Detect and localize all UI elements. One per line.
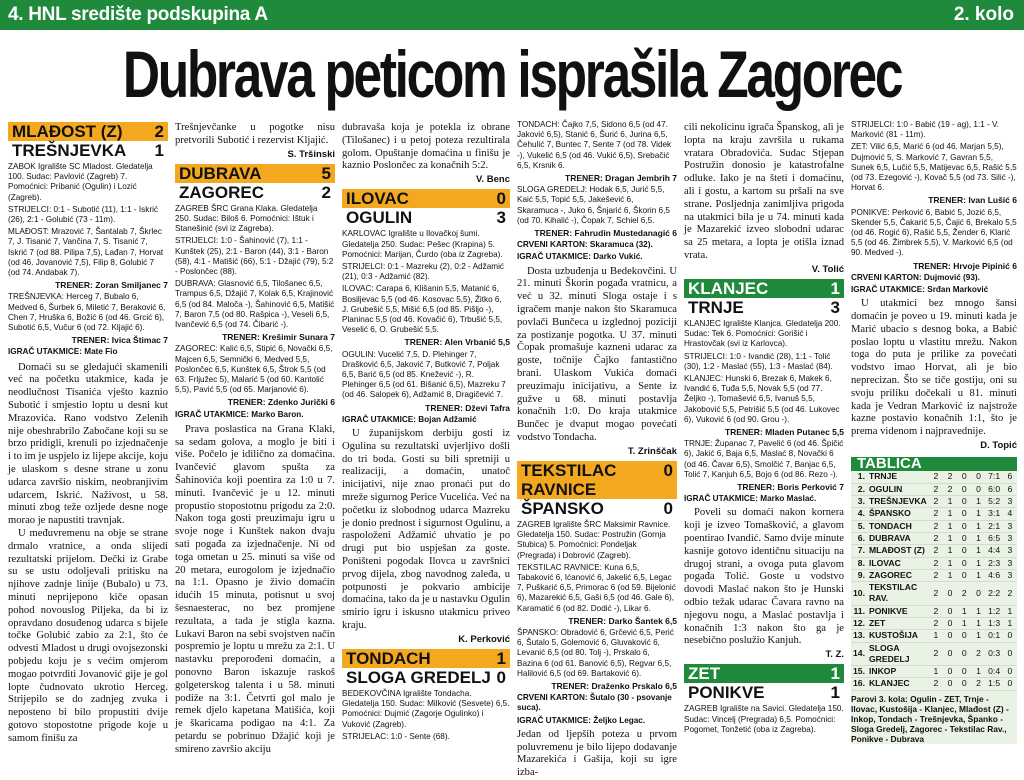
cell-d: 0 [957, 508, 971, 520]
cell-pos: 13. [851, 630, 867, 642]
cell-pts: 3 [1003, 532, 1017, 544]
player-of-match: IGRAČ UTAKMICE: Bojan Adžamić [342, 414, 477, 424]
away-team: OGULIN [346, 208, 413, 228]
home-score: 0 [663, 461, 673, 480]
cell-g: 1:2 [986, 605, 1003, 617]
cell-pos: 11. [851, 605, 867, 617]
cell-team: TREŠNJEVKA [868, 496, 927, 507]
cell-d: 0 [957, 545, 971, 557]
cell-w: 1 [943, 545, 957, 557]
report-paragraph: Dosta uzbuđenja u Bedekovčini. U 21. minuti Škorin pogađa vratnicu, a već u 32. minuti Sloga ostaje i s igračem manje nakon što Skaramuca povlači Bunčeca u izglednoj poziciji za postizanje pogotka. U 37. minuti Čopak promašuje kazneni udarac za goste, točnije Čajko fantastično brani. Ulaskom Vukića domaći preuzimaju inicijativu, a Sente iz gužve u 68. minuti postavlja konačnih 1:0. Do kraja utakmice Bunčec je dvaput mogao povećati vodstvo Tondacha. [517, 265, 677, 443]
cell-pts: 0 [1003, 678, 1017, 690]
cell-team: MLAĐOST (Z) [867, 545, 929, 557]
cell-pts: 0 [1003, 630, 1017, 642]
home-coach: TRENER: Mladen Putanec 5,5 [724, 427, 844, 437]
home-row [8, 122, 168, 141]
home-team: MLAĐOST (Z) [12, 122, 123, 141]
away-lineup: ZAGOREC: Kalić 6,5, Stipić 6, Novački 6,5, Majcen 6,5, Semnički 6, Medved 5,5, Poslončec 6,5, Kunštek 6,5, Štrok 5,5 (od 63. Frljužec 5), Malarić 5 (od 60. Kantolić 5,5), Pavić 5,5 (od 65. Marjanović 6). [175, 344, 333, 395]
author-signature: T. Zrinščak [627, 445, 677, 457]
match-venue: ZAGREB ŠRC Grana Klaka. Gledatelja 250. Sudac: Biloš 6. Pomoćnici: Ištuk i Stanešinić (svi iz Zagreba). [175, 203, 318, 234]
table-row [851, 508, 1017, 520]
cell-team: OGULIN [867, 483, 929, 495]
match-venue: ZABOK Igralište SC Mladost. Gledatelja 100. Sudac: Pavlović (Zagreb) 7. Pomoćnici: Pribanić (Ogulin) i Lozić (Zagreb). [8, 162, 153, 202]
home-lineup: ZET: Vilić 6,5, Marić 6 (od 46. Marjan 5,5), Dujmović 5, S. Marković 7, Gavran 5,5, Sunek 6,5, Lučić 5,5, Matijevac 6,5, Rašić 5,5 (od 73. Ezegović -), Kovač 5,5 (od 73. Silić -), Horvat 6. [851, 142, 1017, 193]
home-row [517, 461, 677, 499]
match-report [175, 424, 335, 757]
away-team: ZAGOREC [179, 182, 264, 202]
cell-l: 1 [971, 605, 985, 617]
cell-l: 2 [971, 642, 985, 666]
home-coach: TRENER: Dragan Jembrih 7 [565, 173, 677, 184]
table-row [851, 520, 1017, 532]
report-continuation: dubravaša koja je potekla iz obrane (Tilošanec) i u petoj poteza rezultirala golom. Opuštanje domaćina u finišu je kaznio Poslončec za konačnih 5:2. [342, 122, 510, 172]
cell-w: 0 [943, 630, 957, 642]
cell-team: SLOGA GREDELJ [867, 642, 929, 666]
player-of-match: IGRAČ UTAKMICE: Mate Fio [8, 347, 118, 357]
cell-p: 2 [929, 642, 943, 666]
cell-l: 0 [971, 582, 985, 606]
cell-p: 2 [929, 483, 943, 495]
cell-d: 0 [957, 569, 971, 581]
column-6 [851, 118, 1017, 744]
cell-l: 1 [971, 545, 985, 557]
match-venue: KLANJEC Igralište Klanjca. Gledatelja 200. Sudac: Tek 6. Pomoćnici: Gorišić i Hrastovčak (svi iz Karlovca). [684, 318, 841, 349]
away-score: 3 [830, 297, 840, 317]
red-card: CRVENI KARTON: Dujmović (93). [851, 272, 980, 282]
cell-pos: 16. [851, 678, 867, 690]
away-coach: TRENER: Fahrudin Mustedanagić 6 [534, 228, 677, 239]
home-score: 1 [830, 278, 840, 298]
home-row [684, 279, 844, 298]
cell-team: TONDACH [867, 520, 929, 532]
away-score: 0 [663, 499, 673, 518]
player-of-match: IGRAČ UTAKMICE: Željko Legac. [517, 715, 646, 725]
match-scorers: STRIJELCI: 0:1 - Mazreku (2), 0:2 - Adžamić (21), 0:3 - Adžamić (82). [342, 262, 504, 282]
table-row [851, 630, 1017, 642]
cell-l: 1 [971, 617, 985, 629]
report-paragraph: U međuvremenu na obje se strane drmalo vratnice, a onda slijedi rezultatski prijelom. Dečki iz Grabe su se ustu odoljevali pritisku na njihove zadnje linije (Bubalo) u 73. minuti neprijepono kiče opasan pohod novouslog Piljeka, da bi iz opravdano dosuđenog udarca s bijele točke Golubić zabio za 2:1, što će odvesti Mladost u drugi ovojsezonski pobjedu koju je s većim omjerom mogao potvrditi Jovanović gije je gol lopte čudnovato ukrotio Herceg. Strijepilo se do zadnjeg zvuka i neposteno bi bilo propustiti dvije gotovo stopostotne prigode koje u samom finišu za [8, 528, 168, 744]
column-3 [342, 118, 511, 741]
cell-w: 1 [943, 496, 957, 508]
player-of-match: IGRAČ UTAKMICE: Srđan Marković [851, 285, 989, 295]
table-row [851, 569, 1017, 581]
home-team: DUBRAVA [179, 163, 262, 183]
cell-p: 1 [929, 666, 943, 678]
cell-pts: 1 [1003, 617, 1017, 629]
report-paragraph: U županijskom derbiju gosti iz Ogulina su rezultatski uvjerljivo došli do tri boda. Gosti su bili spretniji u realizaciji, a domaćin, unatoč inicijativi, nije znao pronaći put do mreže sigurnog Perice Vucelića. Već na početku iz slobodnog udarca Mazreku je donio prednost i sigurnost Ogulinu, a raspoloženi Adžamić uhvatio je po drugi put bio uspješan za goste. Poništeni pogodak Ilovca u završnici prvog dijela, zbog navodnog zaleđa, u potpunosti je pokvario ambicije domaćina, tako da je u nastavku Ogulin smirio igru i iskusno utakmicu priveo kraju. [342, 428, 511, 631]
match-scorers: STRIJELCI: 1:0 - Ivandić (28), 1:1 - Tolić (30), 1:2 - Maslać (55), 1:3 - Maslać (84). [684, 351, 833, 371]
cell-p: 2 [929, 508, 943, 520]
cell-l: 1 [971, 520, 985, 532]
player-of-match: IGRAČ UTAKMICE: Marko Maslać. [684, 494, 817, 504]
cell-pts: 0 [1003, 642, 1017, 666]
column-5 [684, 118, 844, 734]
cell-team: TEKSTILAC RAV. [867, 582, 929, 606]
cell-d: 0 [957, 630, 971, 642]
cell-pts: 6 [1003, 471, 1017, 483]
cell-d: 0 [957, 483, 971, 495]
cell-w: 2 [943, 471, 957, 483]
away-coach: TRENER: Draženko Prskalo 6,5 [551, 681, 677, 692]
away-lineup: PONIKVE: Perković 6, Babić 5, Jozić 6,5, Skender 5,5, Čakarić 5,5, Čajić 6, Brekalo 5,5 (od 46. Rogić 6), Rašić 5,5, Žender 6, Klarić 5,5 (od 46. Žimbrek 5,5), V. Marković 6,5 (od 90. Medved -). [851, 207, 1017, 258]
cell-pos: 2. [851, 483, 867, 495]
match-report: Jedan od ljepših poteza u prvom poluvremenu je bilo lijepo dodavanje Mazarekića i Gašija, koji su igre izba- [517, 728, 677, 779]
cell-pos: 8. [851, 557, 867, 569]
author-signature: V. Benc [476, 174, 510, 186]
match-header [175, 164, 335, 202]
home-team: ILOVAC [346, 189, 409, 209]
report-paragraph: U utakmici bez mnogo šansi domaćin je poveo u 19. minuti kada je Marić ubacio s desnog boka, a Babić poslao loptu u vlastitu mrežu. Nakon toga do puta je prilike za povećati vodstvo imao Horvat, ali je bio neprecizan. Što se tiče gostiju, oni su svoju priliku dočekali u 81. minuti kada je Vedran Marković iz najstrože kazne postavio konačnih 1:1, što je prema videnom i najpravednije. [851, 298, 1017, 438]
match-header [8, 122, 168, 160]
match-header [684, 279, 844, 317]
away-row [342, 208, 510, 227]
cell-d: 0 [957, 496, 971, 508]
cell-p: 2 [929, 532, 943, 544]
standings-title: TABLICA [851, 457, 1017, 471]
cell-pos: 15. [851, 666, 867, 678]
red-card: CRVENI KARTON: Skaramuca (32). [517, 240, 653, 250]
headline: Dubrava peticom isprašila Zagorec [122, 37, 902, 111]
cell-g: 4:4 [986, 545, 1003, 557]
author-signature: T. Z. [825, 649, 844, 661]
cell-p: 1 [929, 630, 943, 642]
cell-pts: 1 [1003, 605, 1017, 617]
report-continuation: cili nekolicinu igrača Španskog, ali je lopta na kraju završila u rukama vratara Obradovića. Sudac Stjepan Postružin donosio je katastrofalne odluke. Iako je na šteti i domaćinu, ali i gostu, a kartom su pršali na sve strane. Posljednja zanimljiva prigoda na utakmici bila je u 74. minuti kada je Mazarekić izveo slobodni udarac sa 25 metara, a lopta je otišla iznad vrata. [684, 122, 844, 261]
match-report [684, 507, 844, 648]
column-2 [175, 118, 335, 755]
cell-w: 0 [943, 605, 957, 617]
cell-l: 1 [971, 666, 985, 678]
cell-g: 1:3 [986, 617, 1003, 629]
away-team: PONIKVE [688, 683, 765, 703]
away-coach: TRENER: Boris Perković 7 [737, 482, 844, 493]
away-lineup: TREŠNJEVKA: Herceg 7, Bubalo 6, Medved 6, Šurbek 6, Miletić 7, Beraković 6, Chen 7, Hruška 6, Božić 6 (od 46. Grcić 6), Subotić 6,5, Vučur 6 (od 72. Kljajić 6). [8, 292, 166, 333]
cell-p: 2 [929, 496, 943, 508]
author-signature: S. Tršinski [287, 148, 335, 160]
cell-pts: 4 [1003, 508, 1017, 520]
away-team: SLOGA GREDELJ [346, 668, 491, 687]
cell-pos: 12. [851, 617, 867, 629]
match-header [684, 664, 844, 702]
column-1 [8, 118, 168, 744]
cell-pts: 6 [1003, 483, 1017, 495]
cell-w: 1 [943, 569, 957, 581]
cell-pos: 6. [851, 532, 867, 544]
cell-l: 1 [971, 557, 985, 569]
player-of-match: IGRAČ UTAKMICE: Darko Vukić. [517, 252, 643, 262]
away-lineup: ŠPANSKO: Obradović 6, Grčević 6,5, Perić 6, Šutalo 5, Golemović 6, Gluvaković 6, Levanić 6,5 (od 80. Tolj -), Prskalo 6, Bazina 6 (od 61. Banović 6,5), Regvar 6,5, Halilović 6,5 (od 69. Bartaković 6). [517, 628, 674, 678]
cell-pts: 2 [1003, 582, 1017, 606]
away-score: 2 [321, 182, 331, 202]
cell-g: 1:5 [986, 678, 1003, 690]
cell-p: 2 [929, 569, 943, 581]
next-round-pairs: Parovi 3. kola: Ogulin - ZET, Trnje - Ilovac, Kustošija - Klanjec, Mlađost (Z) - Inkop, Tondach - Trešnjevka, Španko - Sloga Gredelj, Zagorec - Tekstilac Rav., Ponikve - Dubrava [851, 693, 1009, 744]
match-header [517, 461, 677, 518]
home-coach: TRENER: Krešimir Sunara 7 [222, 332, 335, 343]
cell-g: 7:1 [986, 471, 1003, 483]
cell-g: 2:2 [986, 582, 1003, 606]
cell-w: 1 [943, 532, 957, 544]
home-score: 1 [496, 649, 506, 668]
match-report [342, 428, 510, 633]
away-row [342, 668, 510, 687]
cell-d: 0 [957, 520, 971, 532]
away-coach: TRENER: Ivica Štimac 7 [71, 335, 168, 346]
match-header [342, 649, 510, 687]
cell-w: 1 [943, 557, 957, 569]
cell-d: 1 [957, 605, 971, 617]
table-row [851, 605, 1017, 617]
home-coach: TRENER: Alen Vrbanić 5,5 [404, 337, 510, 348]
cell-team: PONIKVE [867, 605, 929, 617]
cell-d: 0 [957, 678, 971, 690]
home-row [684, 664, 844, 683]
cell-l: 1 [971, 508, 985, 520]
cell-pts: 3 [1003, 557, 1017, 569]
cell-g: 5:2 [986, 496, 1003, 508]
cell-g: 2:3 [986, 557, 1003, 569]
away-row [517, 499, 677, 518]
away-team: TREŠNJEVKA [12, 141, 127, 160]
cell-team: ZET [867, 617, 929, 629]
author-signature: D. Topić [980, 440, 1017, 452]
match-header [342, 189, 510, 227]
away-score: 1 [830, 683, 840, 703]
cell-d: 1 [957, 617, 971, 629]
match-scorers: STRIJELCI: 0:1 - Subotić (11), 1:1 - Iskrić (26), 2:1 - Golubić (73 - 11m). [8, 204, 158, 225]
cell-w: 0 [943, 666, 957, 678]
author-signature: K. Perković [458, 633, 510, 645]
red-card: CRVENI KARTON: Šutalo (30 - psovanje suca). [517, 693, 672, 713]
away-lineup: TRNJE: Županac 7, Pavelić 6 (od 46. Špičić 6), Jakić 6, Baja 6,5, Maslać 8, Novački 6 (od 46. Čavar 6,5), Smolčić 7, Banjac 6,5, Tolić 7, Kanjuh 6,5, Bojo 6 (od 86. Rezo -). [684, 439, 844, 479]
cell-l: 0 [971, 471, 985, 483]
cell-pts: 3 [1003, 569, 1017, 581]
cell-l: 2 [971, 678, 985, 690]
table-row [851, 557, 1017, 569]
home-coach: TRENER: Zoran Smiljanec 7 [55, 280, 168, 291]
home-team: ZET [688, 664, 721, 684]
cell-l: 0 [971, 483, 985, 495]
article-columns [0, 118, 1024, 779]
home-coach: TRENER: Darko Šantek 6,5 [568, 615, 677, 626]
cell-l: 1 [971, 532, 985, 544]
away-row [175, 183, 335, 202]
cell-g: 6:5 [986, 532, 1003, 544]
cell-team: ZAGOREC [867, 569, 929, 581]
home-lineup: TEKSTILAC RAVNICE: Kuna 6,5, Tabaković 6, Ićanović 6, Jakelić 6,5, Legac 7, Puškarić 6,5, Primorac 6 (od 59. Bijelonić 6), Mazarekić 6,5, Gaši 6,5 (od 46. Gale 6), Karamatić 6 (od 82. Dodić -), Likar 6. [517, 562, 676, 613]
cell-w: 0 [943, 582, 957, 606]
match-venue: ZAGREB Igralište na Savici. Gledatelja 150. Sudac: Vincelj (Pregrada) 6,5. Pomoćnici: Pogomet, Tonžetić (oba iz Zagreba). [684, 704, 844, 734]
away-row [684, 683, 844, 702]
cell-p: 2 [929, 582, 943, 606]
cell-team: ŠPANSKO [867, 508, 929, 520]
cell-p: 2 [929, 678, 943, 690]
cell-team: KUSTOŠIJA [867, 630, 929, 642]
cell-d: 0 [957, 557, 971, 569]
table-row [851, 678, 1017, 690]
cell-g: 4:6 [986, 569, 1003, 581]
cell-d: 2 [957, 582, 971, 606]
cell-team: KLANJEC [867, 678, 929, 690]
home-coach: TRENER: Ivan Lušić 6 [928, 195, 1017, 206]
home-lineup: TONDACH: Čajko 7,5, Sidono 6,5 (od 47. Jaković 6,5), Stanić 6, Šurić 6, Jurina 6,5, Čehulić 7, Buntec 7, Sente 7 (od 78. Videk -), Vukelić 6,5 (od 46. Vukić 6,5), Srebačić 6,5, Krsnik 6. [517, 120, 672, 170]
round-label: 2. kolo [953, 4, 1014, 25]
cell-pos: 1. [851, 471, 867, 483]
cell-pos: 5. [851, 520, 867, 532]
cell-w: 0 [943, 617, 957, 629]
cell-g: 2:1 [986, 520, 1003, 532]
away-score: 0 [496, 668, 506, 687]
home-lineup: DUBRAVA: Glasnović 6,5, Tilošanec 6,5, Trampus 6,5, Džajić 7, Kolak 6,5, Krajinović 6,5 (od 84. Maloča -), Šahinović 6,5, Matišić 7, Baron 7,5 (od 80. Rašpica -), Veseli 6,5, Ivančević 6,5 (od 74. Čibarić -). [175, 279, 335, 330]
match-venue: BEDEKOVČINA Igralište Tondacha. Gledatelja 150. Sudac: Milković (Sesvete) 6,5. Pomoćnici: Dujmić (Zagorje Ogulinko) i Vuković (Zagreb). [342, 689, 510, 729]
cell-l: 1 [971, 496, 985, 508]
cell-w: 1 [943, 520, 957, 532]
match-scorers: STRIJELAC: 1:0 - Sente (68). [342, 731, 450, 741]
cell-pts: 0 [1003, 666, 1017, 678]
table-row [851, 545, 1017, 557]
away-score: 3 [496, 208, 506, 228]
home-lineup: ILOVAC: Carapa 6, Klišanin 5,5, Matanić 6, Bosiljevac 5,5 (od 46. Kosovac 5,5), Žitko 6, J. Grubešić 5,5, Mišić 6,5 (od 85. Pišljo -), Planinac 5,5 (od 46. Kovačić 6), Trbušić 5,5, Veselić 6, O. Grubešić 5,5. [342, 284, 503, 335]
home-score: 2 [154, 122, 164, 141]
cell-p: 2 [929, 471, 943, 483]
cell-pos: 3. [851, 496, 867, 508]
away-team: ŠPANSKO [521, 499, 604, 518]
away-score: 1 [154, 141, 164, 160]
home-score: 0 [496, 189, 506, 209]
cell-pos: 14. [851, 642, 867, 666]
table-row [851, 532, 1017, 544]
match-scorers: STRIJELCI: 1:0 - Šahinović (7), 1:1 - Kunštek (25), 2:1 - Baron (44), 3:1 - Baron (58), 4:1 - Matišić (66), 5:1 - Džajić (79), 5:2 - Poslončec (88). [175, 236, 334, 277]
author-signature: V. Tolić [811, 263, 844, 275]
cell-g: 3:1 [986, 508, 1003, 520]
cell-team: DUBRAVA [867, 532, 929, 544]
section-title: 4. HNL središte podskupina A [8, 4, 268, 25]
cell-p: 2 [929, 520, 943, 532]
away-row [8, 141, 168, 160]
away-coach: TRENER: Hrvoje Pipinić 6 [913, 260, 1017, 271]
home-team: KLANJEC [688, 278, 769, 298]
cell-pos: 4. [851, 508, 867, 520]
home-team: TEKSTILAC RAVNICE [521, 461, 617, 499]
cell-pts: 3 [1003, 496, 1017, 508]
table-row [851, 582, 1017, 606]
report-paragraph: Domaći su se gledajući skamenili već na početku utakmice, kada je neodlučnost Tisanića vješto kaznio Subotić i smjestio loptu u desni kut Mrazovića. Rano vodstvo Zelenih nije obeshrabrilo Zabočane koji su se brzo pridigli, krenuli po izjednačenje i to im je uspjelo iz lijepe akcije, koju je ulaskom s desne strane u zonu udarca završio niskim, neobranjivim udarcem, Iskrić. Naživost, u 58. minuti zbog teže ozljede desne noge morao je napustiti travnjak. [8, 361, 168, 527]
match-venue: KARLOVAC Igralište u Ilovačkoj šumi. Gledatelja 250. Sudac: Pešec (Krapina) 5. Pomoćnici: Marijan, Čurdo (oba iz Zagreba). [342, 229, 503, 259]
away-row [684, 298, 844, 317]
away-team: TRNJE [688, 297, 744, 317]
cell-p: 2 [929, 557, 943, 569]
cell-w: 0 [943, 642, 957, 666]
away-coach: TRENER: Zdenko Jurički 6 [227, 397, 335, 408]
table-row [851, 617, 1017, 629]
away-lineup: SLOGA GREDELJ: Hodak 6,5, Jurić 5,5, Kaić 5,5, Topić 5,5, Jakešević 6, Skaramuca -, Juko 6, Šnjarić 6, Škorin 6,5 (od 70. Kihalić -), Čopak 7, Schiel 6,5. [517, 185, 670, 225]
match-report [8, 362, 168, 746]
match-venue: ZAGREB Igralište ŠRC Maksimir Ravnice. Gledatelja 150. Sudac: Postružin (Gornja Stubica) 5. Pomoćnici: Pondeljak (Pregrada) i Dobrović (Zagreb). [517, 520, 671, 560]
cell-g: 0:4 [986, 666, 1003, 678]
standings-table [851, 457, 1017, 744]
table-row [851, 496, 1017, 508]
standings-grid [851, 471, 1017, 690]
cell-pos: 9. [851, 569, 867, 581]
cell-team: INKOP [867, 666, 929, 678]
cell-d: 0 [957, 471, 971, 483]
home-score: 1 [830, 664, 840, 684]
cell-team: TRNJE [867, 471, 929, 483]
home-row [175, 164, 335, 183]
report-paragraph: Prava poslastica na Grana Klaki, sa sedam golova, a moglo je biti i više. Počelo je idilično za domaćina. Ivančević glavom spušta za Šahinovića koji poentira za 1:0 u 7. minuti. Ivančević je u 12. minuti propustio stopostotnu prigodu za 2:0. Nakon toga gosti preuzimaju igru u svoje noge i Kunštek nakon dvaju sati pogađa za izjednačenje. Ni od toga ometan u 25. minuti sa više od 20 metara, eurogolom je izjednačio na 1:1. Opasno je živio domaćin idućih 15 minuta, potisnut u svoj šesnaesterac, no bez promjene rezultata, a tada je stigla kazna. Lukavi Baron na sebi svojstven način pospremio je loptu u mrežu za 2:1. U nastavku preporođeni domaćin, a ponovno Baron iskazuje raskoš golgeterskog talenta i u 58. minuti podiže na 3:1. Četvrti gol malo je remek djelo kapetana Matišića, koji je škaricama podigao na 4:1. Za petardu se pobrinuo Džajić koji je smireno završio akciju [175, 423, 335, 755]
player-of-match: IGRAČ UTAKMICE: Marko Baron. [175, 409, 304, 419]
cell-w: 2 [943, 483, 957, 495]
match-report [517, 266, 677, 445]
cell-d: 0 [957, 642, 971, 666]
cell-p: 2 [929, 545, 943, 557]
cell-p: 2 [929, 617, 943, 629]
report-paragraph: Poveli su domaći nakon kornera koji je izveo Tomašković, a glavom poentirao Ivandić. Samo dvije minute kasnije gotovo identičnu situaciju na drugoj strani, a ovoga puta glavom pogađa Tolić. Goste u vodstvo dovodi Maslać nakon što je Hunski odbio težak udarac Čavara ravno na njegovu nogu, a Maslać postavlja i konačnih 1:3 nakon što ga je nesebično poslužio Kanjuh. [684, 507, 844, 647]
column-4 [517, 118, 677, 779]
cell-g: 0:3 [986, 642, 1003, 666]
home-team: TONDACH [346, 649, 431, 668]
home-row [342, 649, 510, 668]
home-row [342, 189, 510, 208]
report-continuation: Trešnjevčanke u pogotke nisu pretvorili Subotić i rezervist Kljajić. [175, 122, 335, 146]
table-row [851, 471, 1017, 483]
home-lineup: MLAĐOST: Mrazović 7, Šantalab 7, Škrlec 7, J. Tisanić 7, Vančina 7, S. Tisanić 7, Iskrić 7 (od 88. Pilipa 7,5), Lađan 7, Horvat (od 46. Jovanović 7,5), Filip 8, Golubić 7 (od 74. Andabak 7). [8, 227, 164, 278]
away-coach: TRENER: Dževi Tafra [425, 402, 510, 413]
home-lineup: KLANJEC: Hunski 6, Brezak 6, Makek 6, Ivandić 6, Tuđa 5,5, Novak 5,5 (od 77. Željko -), Tomašević 6,5, Ivanuš 5,5, Jakobović 5,5, Petrišić 5,5 (od 46. Lukovec 6), Vuković 6 (od 90. Grou -). [684, 373, 840, 424]
cell-pos: 7. [851, 545, 867, 557]
section-banner [0, 0, 1024, 30]
match-report [851, 298, 1017, 439]
cell-d: 0 [957, 532, 971, 544]
cell-l: 1 [971, 569, 985, 581]
table-row [851, 483, 1017, 495]
home-score: 5 [321, 163, 331, 183]
cell-w: 0 [943, 678, 957, 690]
table-row [851, 666, 1017, 678]
cell-pts: 3 [1003, 545, 1017, 557]
away-lineup: OGULIN: Vucelić 7,5, D. Plehinger 7, Drašković 6,5, Jaković 7, Butković 7, Poljak 6,5, Barić 6,5 (od 85. Knežević -), R. Plehinger 6,5 (od 61. Bišanić 6,5), Mazreku 7 (od 46. Salopek 6), Adžamić 8, Dragičević 7. [342, 349, 506, 400]
cell-g: 6:0 [986, 483, 1003, 495]
cell-g: 0:1 [986, 630, 1003, 642]
cell-w: 1 [943, 508, 957, 520]
cell-pos: 10. [851, 582, 867, 606]
cell-p: 2 [929, 605, 943, 617]
cell-team: ILOVAC [867, 557, 929, 569]
cell-pts: 3 [1003, 520, 1017, 532]
match-scorers: STRIJELCI: 1:0 - Babić (19 - ag), 1:1 - V. Marković (81 - 11m). [851, 120, 1000, 140]
table-row [851, 642, 1017, 666]
cell-l: 1 [971, 630, 985, 642]
cell-d: 0 [957, 666, 971, 678]
